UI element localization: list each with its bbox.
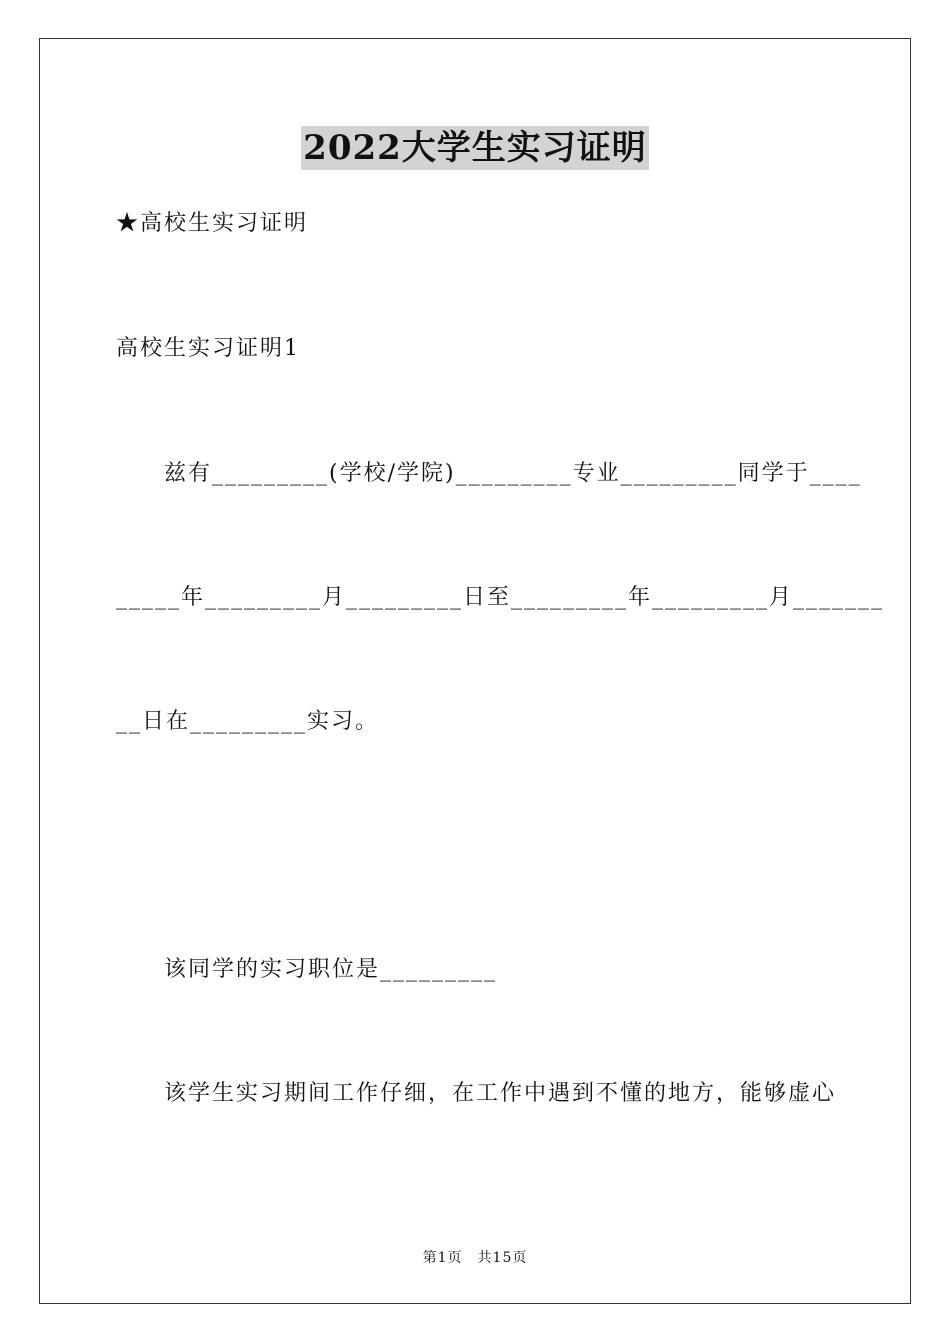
document-title-wrap [0,126,950,170]
body-line-5: 该学生实习期间工作仔细，在工作中遇到不懂的地方，能够虚心 [164,1081,837,1106]
body-line-4: 该同学的实习职位是_________ [164,957,498,982]
subheading: 高校生实习证明1 [116,336,300,361]
page-footer: 第1页 共15页 [422,1250,528,1266]
document-title: 2022大学生实习证明 [303,128,647,168]
body-line-3: __日在_________实习。 [116,709,380,734]
body-line-2: _____年_________月_________日至_________年_________月_______ [116,585,885,610]
body-line-1: 兹有_________(学校/学院)_________专业_________同学于____ [164,461,862,486]
section-heading: ★高校生实习证明 [116,211,309,236]
